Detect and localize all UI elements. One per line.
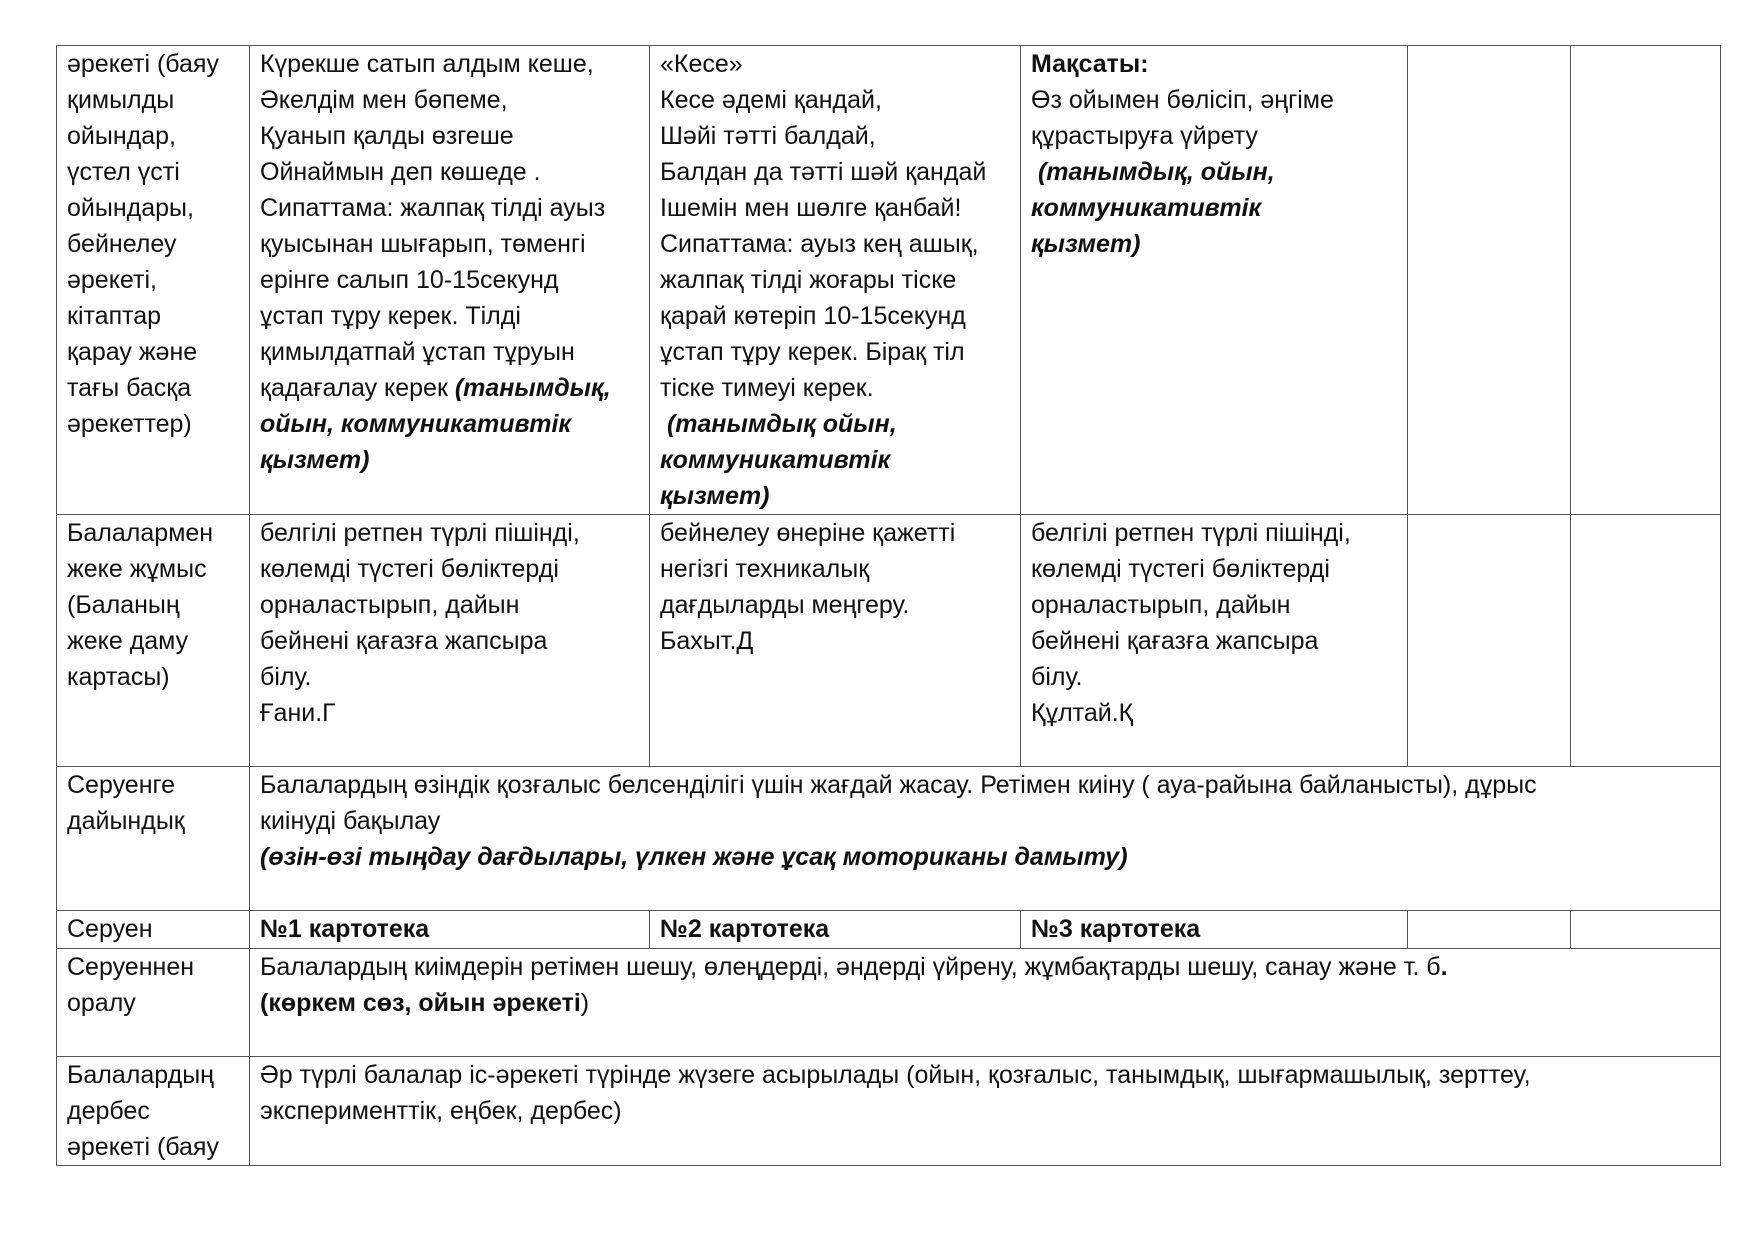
empty-cell — [1571, 911, 1721, 949]
table-row-activities — [57, 46, 1721, 515]
independent-text: Әр түрлі балалар іс-әрекеті түрінде жүзеге асырылады (ойын, қозғалыс, танымдық, шығармашылық, зерттеу, эксперименттік, еңбек, дербес) — [250, 1057, 1721, 1166]
individual-cell-3: белгілі ретпен түрлі пішінді, көлемді түстегі бөліктерді орналастырып, дайын бейнені қағазға жапсыра білу. Құлтай.Қ — [1021, 515, 1408, 767]
table-row-individual — [57, 515, 1721, 767]
row-label-individual: Балалармен жеке жұмыс (Баланың жеке даму картасы) — [57, 515, 250, 767]
empty-cell — [1408, 515, 1571, 767]
walk-card-1: №1 картотека — [250, 911, 650, 949]
table-row-return — [57, 949, 1721, 1057]
activity-cell-1: Күрекше сатып алдым кеше, Әкелдім мен бөпеме, Қуанып қалды өзгеше Ойнаймын деп көшеде . Сипаттама: жалпақ тілді ауыз қуысынан шығарып, төменгі ерінге салып 10-15секунд ұстап тұру керек. Тілді қимылдатпай ұстап тұруын қадағалау керек (танымдық, ойын, коммуникативтік қызмет) — [250, 46, 650, 515]
activity-cell-3: Мақсаты: Өз ойымен бөлісіп, әңгіме құрастыруға үйрету (танымдық, ойын, коммуникативтік қызмет) — [1021, 46, 1408, 515]
schedule-table — [56, 45, 1721, 1166]
activity-cell-2: «Кесе» Кесе әдемі қандай, Шәйі тәтті балдай, Балдан да тәтті шәй қандай Ішемін мен шөлге қанбай! Сипаттама: ауыз кең ашық, жалпақ тілді жоғары тіске қарай көтеріп 10-15секунд ұстап тұру керек. Бірақ тіл тіске тимеуі керек. (танымдық ойын, коммуникативтік қызмет) — [650, 46, 1021, 515]
walk-card-2: №2 картотека — [650, 911, 1021, 949]
empty-cell — [1408, 911, 1571, 949]
row-label-activities: әрекеті (баяу қимылды ойындар, үстел үсті ойындары, бейнелеу әрекеті, кітаптар қарау және тағы басқа әрекеттер) — [57, 46, 250, 515]
individual-cell-1: белгілі ретпен түрлі пішінді, көлемді түстегі бөліктерді орналастырып, дайын бейнені қағазға жапсыра білу. Ғани.Г — [250, 515, 650, 767]
row-label-walk: Серуен — [57, 911, 250, 949]
table-row-independent — [57, 1057, 1721, 1166]
walk-prep-text: Балалардың өзіндік қозғалыс белсенділігі үшін жағдай жасау. Ретімен киіну ( ауа-райына байланысты), дұрыс киінуді бақылау (өзін-өзі тыңдау дағдылары, үлкен және ұсақ моториканы дамыту) — [250, 767, 1721, 911]
empty-cell — [1408, 46, 1571, 515]
individual-cell-2: бейнелеу өнеріне қажетті негізгі техникалық дағдыларды меңгеру. Бахыт.Д — [650, 515, 1021, 767]
row-label-walk-prep: Серуенге дайындық — [57, 767, 250, 911]
table-row-walk-prep — [57, 767, 1721, 911]
table-row-walk — [57, 911, 1721, 949]
empty-cell — [1571, 46, 1721, 515]
row-label-return: Серуеннен оралу — [57, 949, 250, 1057]
row-label-independent: Балалардың дербес әрекеті (баяу — [57, 1057, 250, 1166]
return-text: Балалардың киімдерін ретімен шешу, өлеңдерді, әндерді үйрену, жұмбақтарды шешу, санау және т. б. (көркем сөз, ойын әрекеті) — [250, 949, 1721, 1057]
empty-cell — [1571, 515, 1721, 767]
walk-card-3: №3 картотека — [1021, 911, 1408, 949]
